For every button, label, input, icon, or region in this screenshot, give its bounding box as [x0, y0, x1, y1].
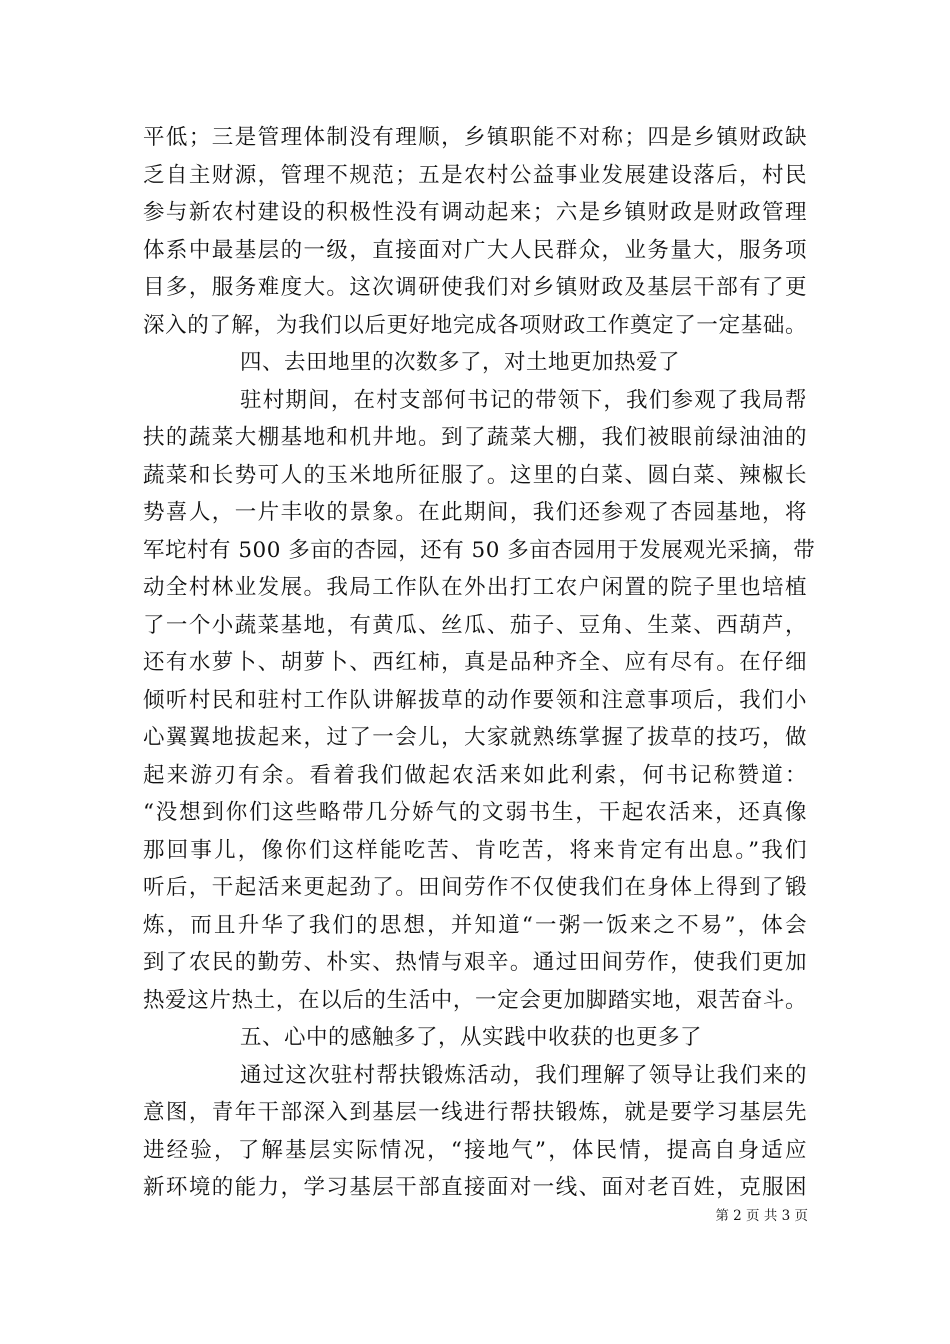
- paragraph-line: 还有水萝卜、胡萝卜、西红柿，真是品种齐全、应有尽有。在仔细: [143, 650, 807, 675]
- paragraph-line: 参与新农村建设的积极性没有调动起来；六是乡镇财政是财政管理: [143, 200, 807, 225]
- paragraph-line: 蔬菜和长势可人的玉米地所征服了。这里的白菜、圆白菜、辣椒长: [143, 462, 807, 488]
- section-heading: 五、心中的感触多了，从实践中收获的也更多了: [240, 1025, 703, 1050]
- paragraph-line: 新环境的能力，学习基层干部直接面对一线、面对老百姓，克服困: [143, 1175, 807, 1200]
- paragraph-line: 驻村期间，在村支部何书记的带领下，我们参观了我局帮: [240, 387, 807, 413]
- paragraph-line: 炼，而且升华了我们的思想，并知道“一粥一饭来之不易”，体会: [143, 912, 807, 938]
- paragraph-line: 进经验，了解基层实际情况，“接地气”，体民情，提高自身适应: [143, 1137, 807, 1163]
- paragraph-line: 目多，服务难度大。这次调研使我们对乡镇财政及基层干部有了更: [143, 275, 807, 300]
- page-number-footer: 第 2 页 共 3 页: [715, 1208, 808, 1224]
- paragraph-line: 听后，干起活来更起劲了。田间劳作不仅使我们在身体上得到了锻: [143, 875, 807, 900]
- paragraph-line: 倾听村民和驻村工作队讲解拔草的动作要领和注意事项后，我们小: [143, 687, 807, 713]
- document-body: [143, 119, 816, 1207]
- paragraph-line: 动全村林业发展。我局工作队在外出打工农户闲置的院子里也培植: [143, 575, 807, 600]
- paragraph-line: 意图，青年干部深入到基层一线进行帮扶锻炼，就是要学习基层先: [143, 1100, 807, 1125]
- paragraph-line: 乏自主财源，管理不规范；五是农村公益事业发展建设落后，村民: [143, 162, 807, 188]
- paragraph-line: 起来游刃有余。看着我们做起农活来如此利索，何书记称赞道：: [143, 762, 807, 788]
- paragraph-line: 那回事儿，像你们这样能吃苦、肯吃苦，将来肯定有出息。”我们: [143, 837, 807, 863]
- paragraph-line: 到了农民的勤劳、朴实、热情与艰辛。通过田间劳作，使我们更加: [143, 950, 807, 975]
- paragraph-line: 军坨村有 500 多亩的杏园，还有 50 多亩杏园用于发展观光采摘，带: [143, 537, 816, 563]
- paragraph-line: 体系中最基层的一级，直接面对广大人民群众，业务量大，服务项: [143, 237, 807, 263]
- section-heading: 四、去田地里的次数多了，对土地更加热爱了: [240, 350, 681, 375]
- paragraph-line: 心翼翼地拔起来，过了一会儿，大家就熟练掌握了拔草的技巧，做: [143, 725, 807, 750]
- paragraph-line: 平低；三是管理体制没有理顺，乡镇职能不对称；四是乡镇财政缺: [143, 125, 807, 150]
- paragraph-line: “没想到你们这些略带几分娇气的文弱书生，干起农活来，还真像: [143, 800, 807, 825]
- paragraph-line: 通过这次驻村帮扶锻炼活动，我们理解了领导让我们来的: [240, 1062, 807, 1088]
- paragraph-line: 扶的蔬菜大棚基地和机井地。到了蔬菜大棚，我们被眼前绿油油的: [143, 425, 807, 450]
- paragraph-line: 了一个小蔬菜基地，有黄瓜、丝瓜、茄子、豆角、生菜、西葫芦，: [143, 612, 807, 638]
- document-page: [143, 119, 816, 1207]
- paragraph-line: 热爱这片热土，在以后的生活中，一定会更加脚踏实地，艰苦奋斗。: [143, 987, 807, 1013]
- paragraph-line: 势喜人，一片丰收的景象。在此期间，我们还参观了杏园基地，将: [143, 500, 807, 525]
- paragraph-line: 深入的了解，为我们以后更好地完成各项财政工作奠定了一定基础。: [143, 312, 807, 338]
